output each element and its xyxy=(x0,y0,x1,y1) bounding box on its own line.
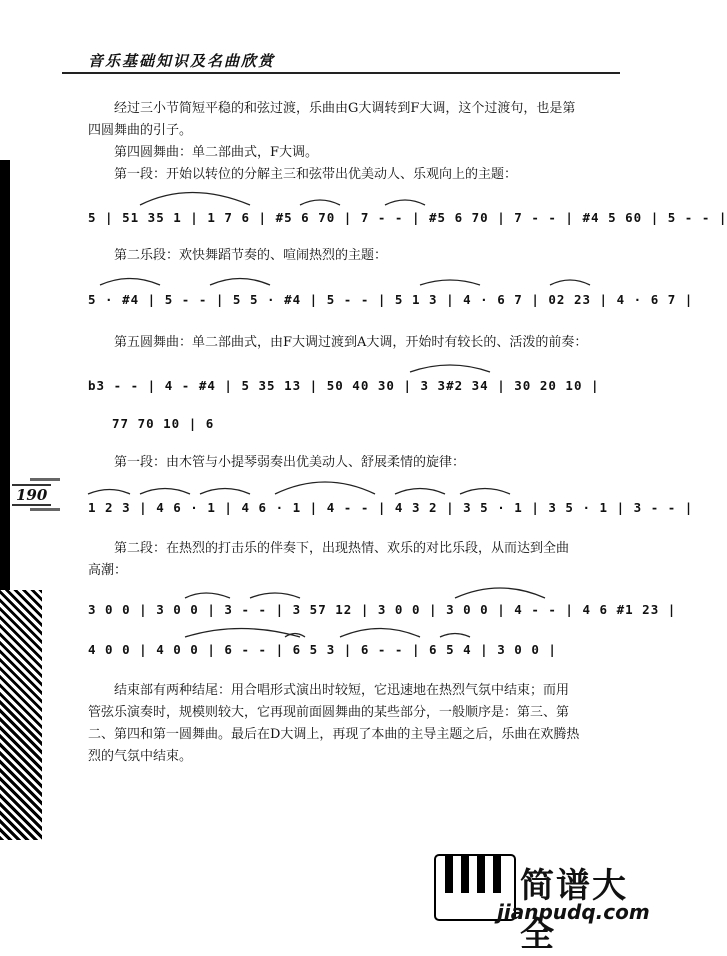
paragraph-line: 第二段：在热烈的打击乐的伴奏下，出现热情、欢乐的对比乐段，从而达到全曲 xyxy=(114,541,570,556)
paragraph-line: 管弦乐演奏时，规模则较大，它再现前面圆舞曲的某些部分，一般顺序是：第三、第 xyxy=(88,705,570,720)
notation-line: 3 0 0 | 3 0 0 | 3 - - | 3 57 12 | 3 0 0 | 3 0 0 | 4 - - | 4 6 #1 23 | xyxy=(88,602,677,617)
page-number: 190 xyxy=(12,484,51,506)
page-tab-mark xyxy=(30,478,60,481)
watermark-url: jianpudq.com xyxy=(497,900,650,924)
paragraph-line: 结束部有两种结尾：用合唱形式演出时较短，它迅速地在热烈气氛中结束；而用 xyxy=(114,683,570,698)
binding-edge-lower xyxy=(0,590,42,840)
binding-edge xyxy=(0,160,10,600)
header-rule xyxy=(62,72,620,74)
notation-line: 77 70 10 | 6 xyxy=(112,416,215,431)
paragraph-line: 第二乐段：欢快舞蹈节奏的、喧闹热烈的主题： xyxy=(114,248,388,263)
paragraph-line: 烈的气氛中结束。 xyxy=(88,749,193,764)
notation-line: 5 | 51 35 1 | 1 7 6 | #5 6 70 | 7 - - | #5 6 70 | 7 - - | #4 5 60 | 5 - - | xyxy=(88,210,727,225)
watermark-title: 简谱大全 xyxy=(520,866,628,955)
paragraph-line: 第一段：由木管与小提琴弱奏出优美动人、舒展柔情的旋律： xyxy=(114,455,466,470)
paragraph-line: 第一段：开始以转位的分解主三和弦带出优美动人、乐观向上的主题： xyxy=(114,167,518,182)
notation-line: 4 0 0 | 4 0 0 | 6 - - | 6 5 3 | 6 - - | 6 5 4 | 3 0 0 | xyxy=(88,642,557,657)
paragraph-line: 第五圆舞曲：单二部曲式，由F大调过渡到A大调，开始时有较长的、活泼的前奏： xyxy=(114,335,588,350)
paragraph-line: 高潮： xyxy=(88,563,128,578)
paragraph-line: 四圆舞曲的引子。 xyxy=(88,123,193,138)
notation-line: b3 - - | 4 - #4 | 5 35 13 | 50 40 30 | 3 3#2 34 | 30 20 10 | xyxy=(88,378,600,393)
notation-line: 5 · #4 | 5 - - | 5 5 · #4 | 5 - - | 5 1 3 | 4 · 6 7 | 02 23 | 4 · 6 7 | xyxy=(88,292,694,307)
notation-line: 1 2 3 | 4 6 · 1 | 4 6 · 1 | 4 - - | 4 3 2 | 3 5 · 1 | 3 5 · 1 | 3 - - | xyxy=(88,500,694,515)
page-tab-mark xyxy=(30,508,60,511)
paragraph-line: 第四圆舞曲：单二部曲式，F大调。 xyxy=(114,145,319,160)
book-title: 音乐基础知识及名曲欣赏 xyxy=(88,52,276,70)
paragraph-line: 二、第四和第一圆舞曲。最后在D大调上，再现了本曲的主导主题之后，乐曲在欢腾热 xyxy=(88,727,580,742)
paragraph-line: 经过三小节简短平稳的和弦过渡，乐曲由G大调转到F大调，这个过渡句，也是第 xyxy=(114,101,576,116)
